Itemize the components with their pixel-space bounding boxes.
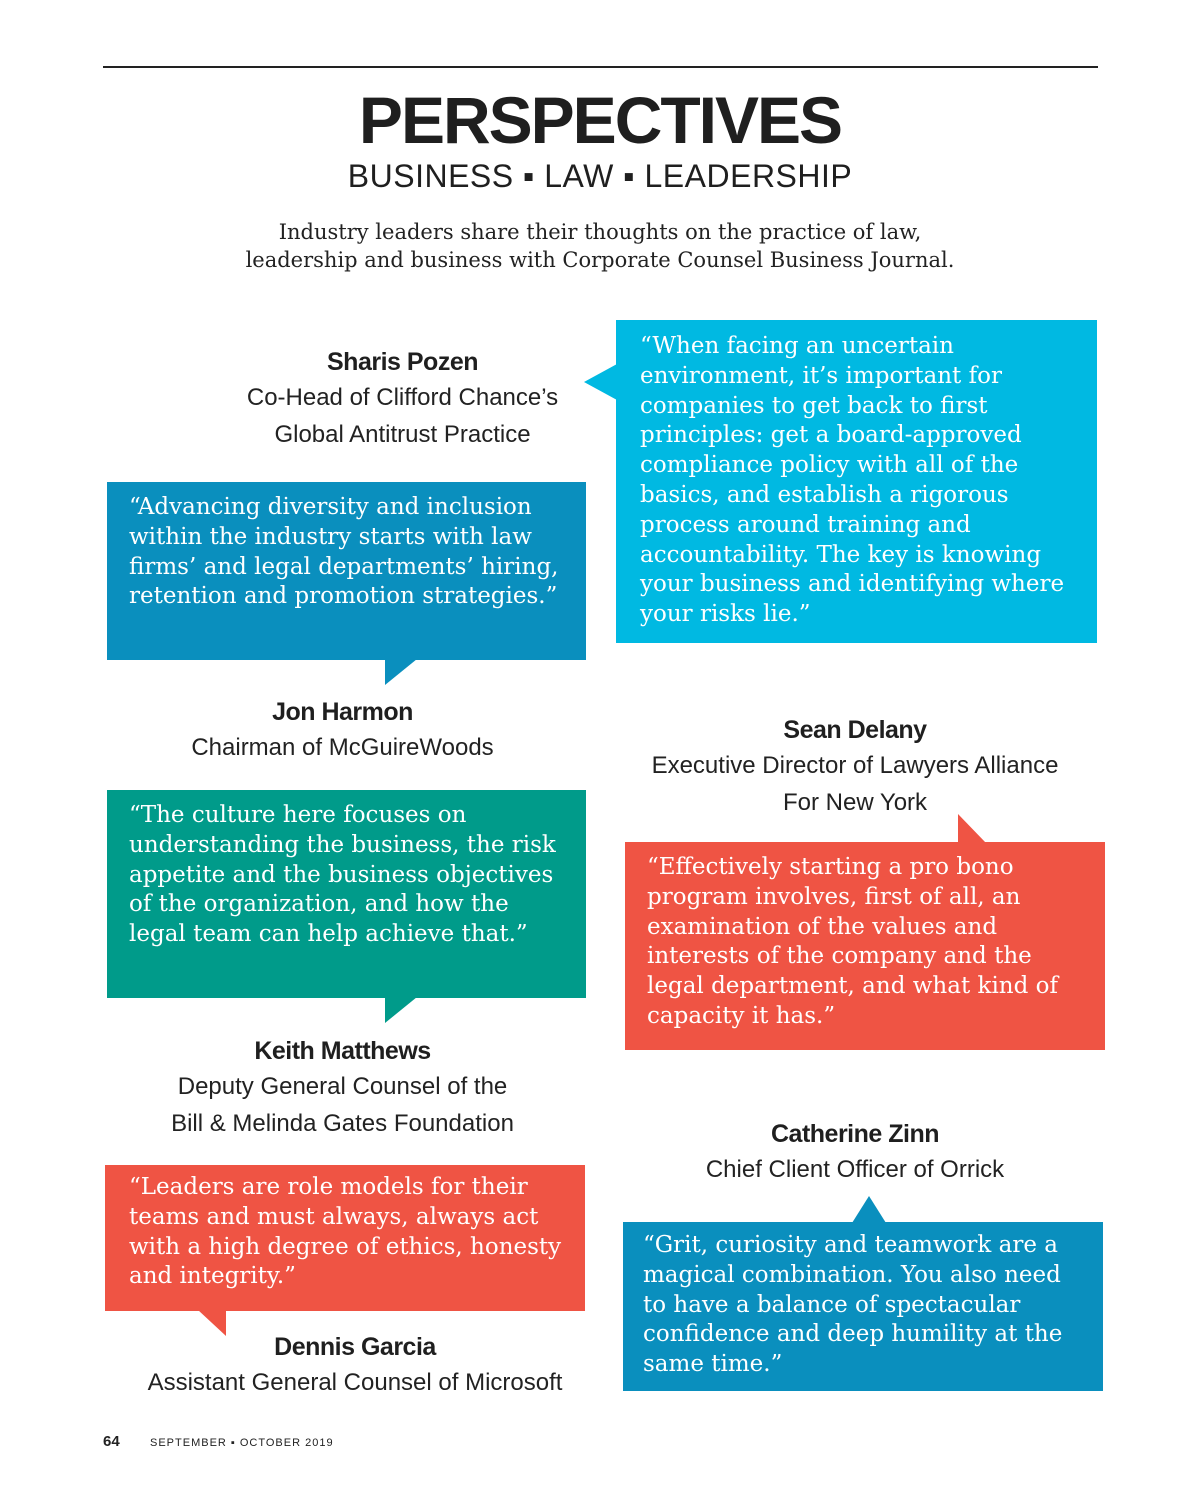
page-subtitle: BUSINESS ▪ LAW ▪ LEADERSHIP [347,158,853,194]
bubble-tail [852,1196,886,1223]
intro-line: Industry leaders share their thoughts on the practice of law, [278,220,922,244]
top-rule [103,66,1098,68]
person-role: For New York [782,789,928,816]
person-jon-harmon [140,695,545,766]
person-name: Dennis Garcia [274,1333,436,1361]
person-catherine-zinn [615,1117,1095,1188]
person-role: Deputy General Counsel of the [177,1073,508,1100]
quote-text: “Grit, curiosity and teamwork are a magical combination. You also need to have a balance of spectacular confidence and deep humility at the same time.” [643,1232,1063,1378]
quote-bubble-sean-delany [625,842,1105,1050]
quote-text: “Advancing diversity and inclusion within the industry starts with law firms’ and legal departments’ hiring, retention and promotion strategies.” [129,494,559,610]
page-number: 64 [103,1433,120,1450]
person-keith-matthews [130,1034,555,1142]
bubble-tail [385,659,417,685]
person-sharis-pozen [200,345,605,453]
issue-date: SEPTEMBER ▪ OCTOBER 2019 [150,1437,334,1449]
bubble-tail [958,814,986,843]
person-role: Global Antitrust Practice [274,421,531,448]
quote-bubble-sharis-pozen [616,320,1097,643]
person-role: Co-Head of Clifford Chance’s [246,384,559,411]
quote-text: “When facing an uncertain environment, it’s important for companies to get back to first principles: get a board-approved compliance policy with all of the basics, and establish a rigorous process around training and accountability. The key is knowing your business and identifying where your risks lie.” [640,333,1065,628]
person-name: Catherine Zinn [770,1120,939,1148]
quote-bubble-keith-matthews [107,790,586,998]
person-role: Assistant General Counsel of Microsoft [147,1369,563,1396]
person-name: Sharis Pozen [327,348,478,376]
person-role: Chairman of McGuireWoods [191,734,494,761]
page-title: PERSPECTIVES [358,83,842,157]
quote-text: “The culture here focuses on understanding the business, the risk appetite and the business objectives of the organization, and how the legal team can help achieve that.” [129,802,556,948]
person-dennis-garcia [105,1330,605,1401]
quote-bubble-jon-harmon [107,482,586,660]
intro-text [150,218,1050,274]
bubble-tail [584,364,617,400]
quote-text: “Leaders are role models for their teams and must always, always act with a high degree of ethics, honesty and integrity.” [129,1174,562,1290]
bubble-tail [385,997,417,1023]
quote-bubble-catherine-zinn [623,1222,1103,1391]
quote-bubble-dennis-garcia [105,1165,585,1311]
person-role: Bill & Melinda Gates Foundation [171,1110,514,1137]
intro-line: leadership and business with Corporate Counsel Business Journal. [245,248,955,272]
person-name: Sean Delany [783,716,927,744]
person-name: Jon Harmon [272,698,413,726]
person-name: Keith Matthews [254,1037,431,1065]
person-sean-delany [615,713,1095,821]
quote-text: “Effectively starting a pro bono program involves, first of all, an examination of the values and interests of the company and the legal department, and what kind of capacity it has.” [647,854,1059,1029]
person-role: Chief Client Officer of Orrick [705,1156,1005,1183]
person-role: Executive Director of Lawyers Alliance [651,752,1059,779]
